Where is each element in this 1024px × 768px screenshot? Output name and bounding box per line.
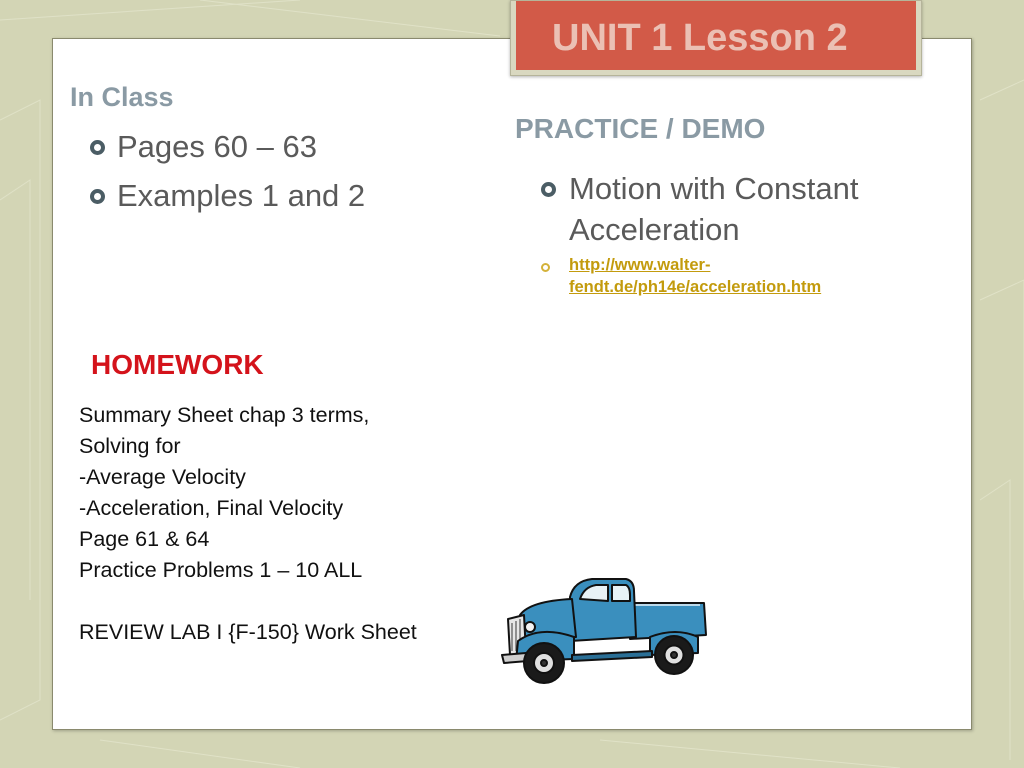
in-class-bullet-examples: Examples 1 and 2 xyxy=(117,178,366,213)
homework-line: REVIEW LAB I {F-150} Work Sheet xyxy=(79,620,417,644)
title-banner xyxy=(516,1,916,70)
pickup-truck-icon xyxy=(500,575,712,687)
homework-line: Summary Sheet chap 3 terms, xyxy=(79,403,370,427)
homework-body xyxy=(79,400,499,648)
bullet-icon xyxy=(541,182,556,197)
homework-line: Page 61 & 64 xyxy=(79,527,210,551)
homework-line: -Average Velocity xyxy=(79,465,246,489)
link-bullet-icon xyxy=(541,263,550,272)
in-class-bullet-pages: Pages 60 – 63 xyxy=(117,129,317,164)
homework-line: Practice Problems 1 – 10 ALL xyxy=(79,558,363,582)
practice-bullet-line2: Acceleration xyxy=(569,212,740,247)
homework-line xyxy=(79,586,499,617)
title-frame xyxy=(510,0,922,76)
slide-title: UNIT 1 Lesson 2 xyxy=(552,17,848,59)
practice-bullet-line1: Motion with Constant xyxy=(569,171,859,206)
practice-demo-heading: PRACTICE / DEMO xyxy=(515,113,766,144)
in-class-heading: In Class xyxy=(70,82,174,112)
homework-line: -Acceleration, Final Velocity xyxy=(79,496,344,520)
homework-line: Solving for xyxy=(79,434,181,458)
bullet-icon xyxy=(90,189,105,204)
link-line1[interactable]: http://www.walter- xyxy=(569,256,711,274)
homework-heading: HOMEWORK xyxy=(91,349,264,380)
bullet-icon xyxy=(90,140,105,155)
link-line2[interactable]: fendt.de/ph14e/acceleration.htm xyxy=(569,277,822,296)
acceleration-demo-link[interactable] xyxy=(569,255,919,299)
